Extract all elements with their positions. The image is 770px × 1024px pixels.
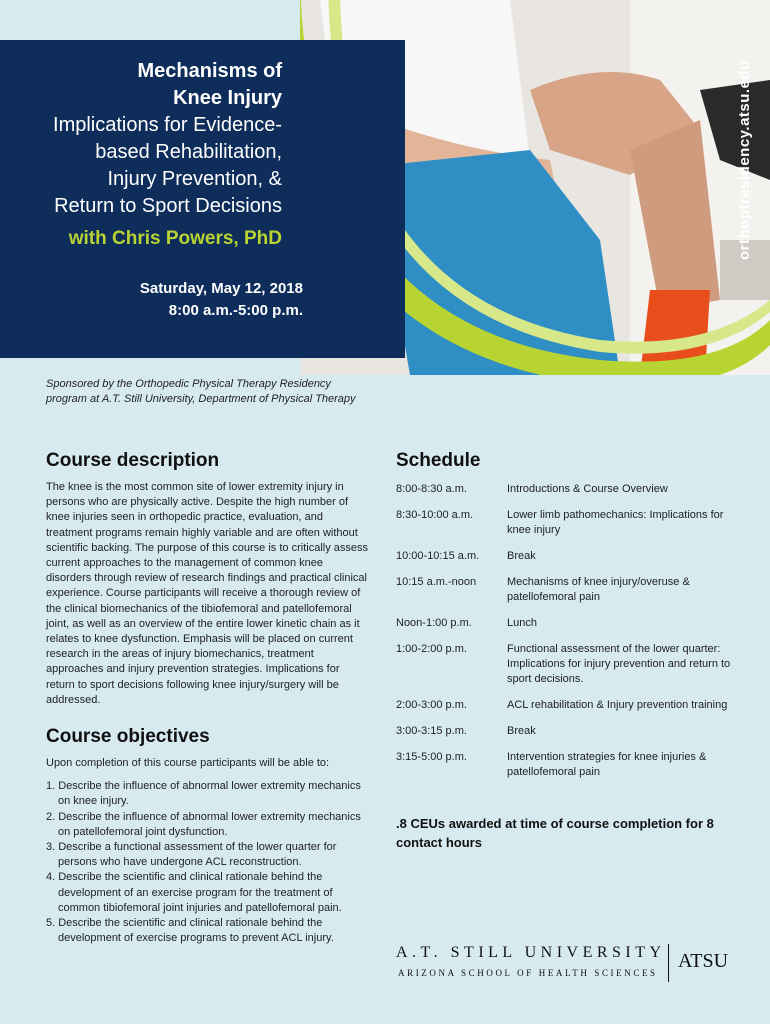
event-date-block [0,278,303,322]
schedule-desc: Functional assessment of the lower quarter: Implications for injury prevention and return to sport decisions. [507,643,731,685]
schedule-row [396,508,736,538]
event-time: 8:00 a.m.-5:00 p.m. [168,302,303,319]
schedule-time: 10:00-10:15 a.m. [396,550,480,562]
schedule-time: 8:00-8:30 a.m. [396,483,467,495]
schedule-time: 1:00-2:00 p.m. [396,643,467,655]
course-subtitle-line1: Implications for Evidence- [53,114,282,136]
course-subtitle-line3: Injury Prevention, & [107,168,282,190]
schedule-row [396,549,736,564]
schedule-table [396,482,736,780]
course-title-line1: Mechanisms of [137,60,282,82]
schedule-heading: Schedule [396,450,481,471]
objective-item: 2. Describe the influence of abnormal lower extremity mechanics on patellofemoral joint dysfunction. [46,810,361,838]
website-url[interactable]: orthoptresidency.atsu.edu [736,60,753,260]
schedule-time: 8:30-10:00 a.m. [396,509,474,521]
schedule-desc: Lower limb pathomechanics: Implications for knee injury [507,509,724,536]
left-column [46,450,371,946]
schedule-desc: Lunch [507,617,537,629]
course-objectives-heading: Course objectives [46,726,210,748]
sponsor-line1: Sponsored by the Orthopedic Physical Therapy Residency [46,378,331,390]
atsu-logo: ATSU [678,950,729,972]
schedule-row [396,482,736,497]
title-block [0,58,282,254]
objectives-list [46,779,371,946]
school-name: ARIZONA SCHOOL OF HEALTH SCIENCES [398,968,658,978]
university-logo [396,944,741,984]
schedule-time: Noon-1:00 p.m. [396,617,472,629]
schedule-row [396,575,736,605]
schedule-row [396,698,736,713]
schedule-time: 3:00-3:15 p.m. [396,725,467,737]
course-subtitle-line2: based Rehabilitation, [95,141,282,163]
university-name: A.T. STILL UNIVERSITY [396,944,666,961]
course-description-heading: Course description [46,450,220,471]
schedule-row [396,616,736,631]
schedule-row [396,750,736,780]
schedule-desc: Intervention strategies for knee injuries & patellofemoral pain [507,751,707,778]
course-title-line2: Knee Injury [173,87,282,109]
course-subtitle-line4: Return to Sport Decisions [54,195,282,217]
objective-item: 5. Describe the scientific and clinical rationale behind the development of exercise programs to prevent ACL injury. [46,917,334,945]
sponsor-line2: program at A.T. Still University, Department of Physical Therapy [46,393,356,405]
schedule-desc: Introductions & Course Overview [507,483,668,495]
schedule-desc: Break [507,550,536,562]
schedule-desc: Break [507,725,536,737]
event-date: Saturday, May 12, 2018 [139,280,303,297]
presenter-name: with Chris Powers, PhD [68,228,282,249]
objective-item: 4. Describe the scientific and clinical rationale behind the development of an exercise program for the treatment of common tibiofemoral joint injuries and patellofemoral pain. [46,871,342,914]
course-objectives-intro: Upon completion of this course participants will be able to: [46,757,330,770]
ceu-note: .8 CEUs awarded at time of course completion for 8 contact hours [396,816,714,850]
sponsor-note [46,377,406,407]
schedule-row [396,724,736,739]
schedule-time: 3:15-5:00 p.m. [396,751,467,763]
logo-divider [668,944,669,982]
objective-item: 3. Describe a functional assessment of the lower quarter for persons who have undergone ACL reconstruction. [46,841,337,869]
right-column [396,450,736,852]
schedule-time: 10:15 a.m.-noon [396,576,477,588]
schedule-row [396,642,736,687]
schedule-time: 2:00-3:00 p.m. [396,699,467,711]
schedule-desc: ACL rehabilitation & Injury prevention training [507,699,728,711]
course-description-text: The knee is the most common site of lower extremity injury in persons who are physically active. Despite the high number of knee injuries seen in orthopedic practice, evaluation, and treatment programs remain highly variable and are often without scientific backing. The purpose of this course is to critically assess current approaches to the management of common knee disorders through review of research findings and practical clinical experience. Course participants will receive a thorough review of the clinical biomechanics of the tibiofemoral and patellofemoral joint, as well as an overview of the entire lower kinetic chain as it relates to knee dysfunction. Emphasis will be placed on current research in the areas of injury biomechanics, treatment approaches and injury prevention strategies. Implications for return to sport decisions following knee injury/surgery will be addressed. [46,481,368,706]
objective-item: 1. Describe the influence of abnormal lower extremity mechanics on knee injury. [46,780,361,808]
schedule-desc: Mechanisms of knee injury/overuse & patellofemoral pain [507,576,690,603]
